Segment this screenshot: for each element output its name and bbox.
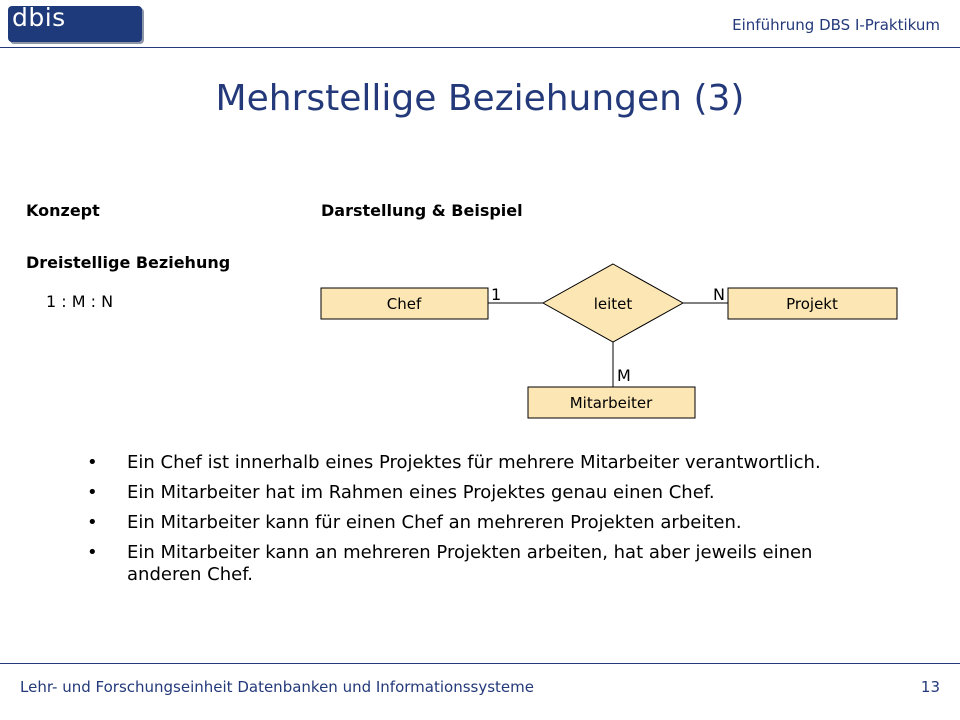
concept-name: Dreistellige Beziehung xyxy=(26,253,231,272)
course-title: Einführung DBS I-Praktikum xyxy=(732,16,940,34)
column-header-representation: Darstellung & Beispiel xyxy=(321,201,523,220)
bullet-icon: • xyxy=(87,542,98,563)
concept-cardinality: 1 : M : N xyxy=(46,292,114,311)
bullet-text: Ein Chef ist innerhalb eines Projektes für mehrere Mitarbeiter verantwortlich. xyxy=(127,452,821,473)
entity-projekt-label: Projekt xyxy=(786,295,838,313)
list-item xyxy=(87,452,867,474)
bullet-icon: • xyxy=(87,452,98,473)
entity-chef-label: Chef xyxy=(386,295,422,313)
explanation-list xyxy=(87,452,867,594)
entity-mitarbeiter-label: Mitarbeiter xyxy=(569,394,653,412)
bullet-text: Ein Mitarbeiter kann an mehreren Projekten arbeiten, hat aber jeweils einen anderen Chef. xyxy=(127,542,813,585)
slide-title: Mehrstellige Beziehungen (3) xyxy=(215,78,745,119)
bullet-text: Ein Mitarbeiter kann für einen Chef an mehreren Projekten arbeiten. xyxy=(127,512,742,533)
cardinality-left: 1 xyxy=(491,285,502,304)
footer-institution: Lehr- und Forschungseinheit Datenbanken und Informationssysteme xyxy=(20,678,534,696)
list-item xyxy=(87,512,867,534)
page-number: 13 xyxy=(920,678,940,696)
footer-divider xyxy=(0,663,960,664)
relationship-leitet-label: leitet xyxy=(593,295,633,313)
column-header-concept: Konzept xyxy=(26,201,100,220)
cardinality-right: N xyxy=(713,285,725,304)
bullet-icon: • xyxy=(87,512,98,533)
cardinality-bottom: M xyxy=(617,366,631,385)
list-item xyxy=(87,542,867,586)
list-item xyxy=(87,482,867,504)
logo-text: dbis xyxy=(12,3,66,32)
bullet-icon: • xyxy=(87,482,98,503)
bullet-text: Ein Mitarbeiter hat im Rahmen eines Projektes genau einen Chef. xyxy=(127,482,715,503)
